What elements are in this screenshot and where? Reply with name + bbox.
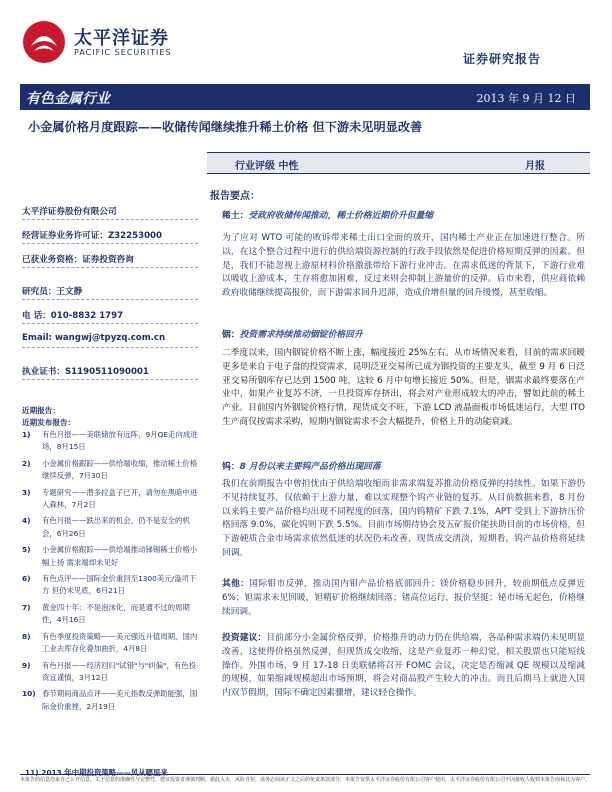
divider	[22, 299, 198, 300]
item-title: 有色月报——美联储放有远阵，9月QE走向成进场，8月15日	[42, 430, 198, 452]
item-index: 2)	[22, 458, 31, 468]
industry-name: 有色金属行业	[26, 91, 110, 107]
divider	[22, 347, 198, 348]
rating-bar	[207, 152, 590, 174]
section-tag: 其他：	[222, 579, 250, 589]
section-heading-tungsten	[222, 459, 381, 472]
item-title: 有色月报——经济回归"试错"与"纠偏"，有色投资宜谨慎，3月12日	[42, 660, 197, 682]
recent-report-item[interactable]	[22, 429, 202, 454]
other-body: 国际钼市反弹，推动国内钼产品价格底部回升；镁价格稳步回升，较前期低点反弹近 6%；钽需求未见回暖，钽精矿价格继续回落；锗高位运行，报价坚挺；铋市场无起色，价格继续回调。	[222, 579, 586, 617]
license-number: 经营证券业务许可证：Z32253000	[22, 231, 163, 241]
analyst-name: 研究员：王文静	[22, 287, 83, 297]
paragraph-rare-earth: 为了应对 WTO 可能的败诉带来稀土出口全面的放开，国内稀土产业正在加速进行整合。所以，在这个整合过程中进行的供给端资源控制的行政手段依然是促进价格短期反弹的因素。但是，我们不能忽视上游原材料价格激涨带给下游行业冲击。在需求低迷的背景下，下游行业难以吸收上游成本，生存将愈加困难，反过来则会抑制上游量价的反弹。后市来看，供应商依赖政府收储继续提高报价，而下游需求回升迟滞，造成价增但量的回升缓慢，甚至收缩。	[222, 233, 585, 299]
section-title: 受政府收储传闻推动，稀土价格近期价升但量缩	[248, 211, 434, 221]
item-title: 有色月报——跌出来的机会，仍不是安全的机会，6月26日	[42, 516, 190, 538]
paragraph-tungsten: 我们在前期报告中曾担忧由于供给端收缩而非需求端复苏推动价格反弹的持续性。如果下游仍不见持续复苏，仅依赖于上游力量，难以实现整个钨产业链的复苏。从目前数据来看，8 月份以来钨主要产品价格均出现不同程度的回落，国内钨精矿下跌 7.1%，APT 受到上下游挤压价格回落 9.0%，碳化钨则下跌 5.5%。目前市场期待协会及五矿报价能扶助目前的市场价格，但下游硬质合金市场需求依然低迷的状况仍未改善，现货成交清淡，短期看，钨产品价格将延续回调。	[222, 479, 585, 558]
divider	[22, 323, 198, 324]
item-index: 6)	[22, 574, 31, 584]
item-index: 9)	[22, 660, 31, 670]
certificate-number: 执业证书：S1190511090001	[22, 367, 149, 377]
item-title: 有色季度投资策略——美元强近升值周期，国内工业去库存化叠加曲折，4月8日	[42, 631, 198, 654]
paragraph-indium: 二季度以来，国内铟锭价格不断上涨，幅度接近 25%左右。从市场情况来看，目前的需求回暖更多是来自于电子盘的投资需求，昆明泛亚交易所已成为铟投资的主要龙头，截至 9 月 6 日泛亚交易所铟库存已达到 1500 吨，这较 6 月中旬增长接近 50%。但是，铟需求最终要落在产业中，如果产业复苏不济，一旦投资库存挤出，将会对产业形成较大的冲击，譬如此前的稀土产业。目前国内外铟锭价格行情，现货成交不旺，下游 LCD 液晶面板市场低迷运行，大型 ITO 生产商仅按需求采购，短期内铟锭需求不会大幅提升，价格上升的动能衰减。	[222, 348, 585, 427]
report-type-label: 证券研究报告	[463, 52, 542, 66]
divider	[22, 219, 198, 220]
recent-reports-heading: 近期报告：	[22, 406, 60, 415]
disclaimer: 本报告的信息均来自已公开信息，关于信息的准确性与完整性，建议投资者谨慎判断，据此入市，风险自担。请务必阅读正文之后的免责条款部分。本报告仅供太平洋证券股份有限公司客户使用，太平洋证券股份有限公司不因接收人收到本报告而视其为客户。	[20, 774, 590, 784]
item-index: 10)	[22, 689, 36, 699]
recent-published-heading: 近期发布报告：	[22, 418, 76, 427]
advice-body: 目前部分小金属价格反弹，价格推升的动力仍在供给端，各品种需求端仍未见明显改善，这使得价格虽然反弹，但现货成交收缩，这是产业复苏一种幻觉，相关股票也只能短线操作。外围市场，9 月 17-18 日美联储将召开 FOMC 会议，决定是否缩减 QE 规模以及缩减的规模，如果缩减规模超出市场预期，将会对商品股产生较大的冲击。而且后期马上就进入国内双节假期，国际不确定因素骤增，建议轻仓操作。	[222, 633, 586, 699]
logo-chinese-name: 太平洋证券	[74, 28, 169, 49]
item-index: 3)	[22, 487, 31, 497]
item-index: 5)	[22, 545, 31, 555]
divider	[22, 243, 198, 244]
recent-report-item[interactable]	[22, 487, 202, 512]
recent-report-item[interactable]	[22, 515, 202, 540]
recent-report-item[interactable]	[22, 688, 202, 713]
item-title: 黄金四十年：不是泡沫化，而是通不过的周期性，4月16日	[42, 602, 190, 625]
paragraph-other	[222, 578, 585, 619]
industry-banner	[20, 84, 590, 110]
divider	[22, 267, 198, 268]
section-heading-rare-earth	[222, 208, 433, 221]
item-index: 8)	[22, 631, 31, 641]
item-title: 小金属价格跟踪——供给端推动锑锡稀土价格小幅上扬 需求端却未见好	[42, 545, 198, 567]
analyst-phone: 电 话：010-8832 1797	[22, 311, 124, 321]
item-index: 4)	[22, 516, 31, 526]
report-title: 小金属价格月度跟踪——收储传闻继续推升稀土价格 但下游未见明显改善	[28, 120, 423, 134]
section-title: 8 月份以来主要钨产品价格出现回落	[239, 462, 381, 472]
recent-report-item[interactable]	[22, 602, 202, 627]
recent-report-item[interactable]	[22, 458, 202, 483]
industry-rating: 行业评级 中性	[235, 161, 299, 172]
item-title: 有色点评——国际金价重回至1300美元/盎司下方 但仍未见底，6月21日	[42, 574, 197, 596]
item-title: 专题研究——潜多拉盒子已开，请勿在黑暗中进入森林，7月2日	[42, 487, 198, 510]
section-tag: 投资建议：	[222, 633, 267, 643]
divider	[22, 379, 198, 380]
logo-english-name: PACIFIC SECURITIES	[74, 48, 172, 57]
item-title: 春节期间商品点评——美元指数反弹助能强，国际金价重挫，2月19日	[42, 689, 198, 711]
business-scope: 已获业务资格：证券投资咨询	[22, 255, 134, 265]
item-title: 小金属价格跟踪——供给端收缩，推动稀土价格继续反弹，7月30日	[42, 458, 198, 481]
recent-report-item[interactable]	[22, 660, 202, 685]
report-date: 2013 年 9 月 12 日	[476, 92, 576, 105]
company-name: 太平洋证券股份有限公司	[22, 207, 117, 217]
section-title: 投资需求持续推动铟锭价格回升	[239, 330, 363, 340]
recent-report-item[interactable]	[22, 631, 202, 656]
paragraph-investment-advice	[222, 632, 585, 701]
recent-report-item[interactable]	[22, 544, 202, 569]
recent-reports-list	[22, 405, 202, 717]
item-index: 1)	[22, 430, 31, 439]
analyst-email[interactable]: Email: wangwj@tpyzq.com.cn	[22, 333, 166, 343]
report-frequency: 月报	[525, 161, 545, 172]
key-points-heading: 报告要点：	[210, 191, 260, 202]
recent-report-item-11: 11) 2013 年中期投资策略——风从哪里来	[25, 768, 168, 777]
pacific-securities-logo-icon	[22, 20, 66, 64]
recent-report-item[interactable]	[22, 573, 202, 598]
section-heading-indium	[222, 327, 363, 340]
section-tag: 钨：	[222, 462, 240, 472]
item-index: 7)	[22, 602, 31, 612]
section-tag: 铟：	[222, 330, 240, 340]
section-tag: 稀土：	[222, 211, 249, 221]
company-logo	[22, 20, 172, 66]
